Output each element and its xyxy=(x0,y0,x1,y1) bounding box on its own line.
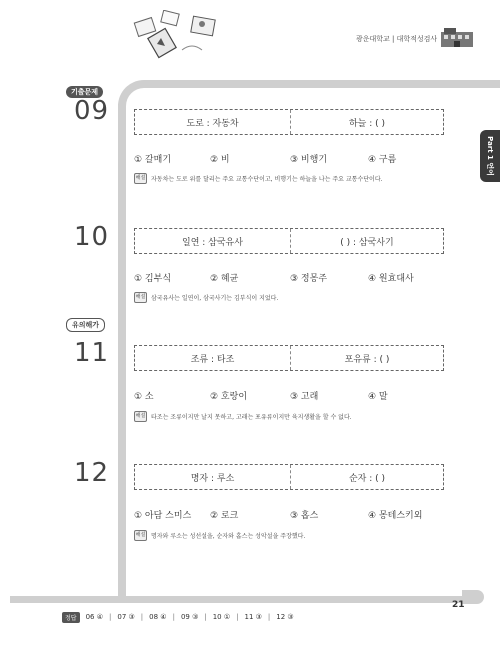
option-2[interactable]: ② 혜균 xyxy=(210,274,239,284)
header-title: 광운대학교 | 대학적성검사 xyxy=(356,35,438,43)
option-1[interactable]: ① 소 xyxy=(134,392,154,402)
analogy-box xyxy=(134,464,444,490)
question-number: 12 xyxy=(74,458,110,488)
analogy-right: ( ) : 삼국사기 xyxy=(290,229,443,253)
answer-key xyxy=(62,611,300,623)
answer-separator: | xyxy=(236,613,239,621)
analogy-right: 순자 : ( ) xyxy=(290,465,443,489)
part-tab[interactable] xyxy=(480,130,500,182)
analogy-left: 명자 : 루소 xyxy=(190,473,235,484)
answer-separator: | xyxy=(267,613,271,621)
explanation-icon: 해설 xyxy=(134,292,147,303)
explanation-icon: 해설 xyxy=(134,173,147,184)
page-frame-cap xyxy=(462,590,484,604)
analogy-left: 조류 : 타조 xyxy=(190,354,235,365)
part-tab-label: Part 1 언어 xyxy=(486,136,494,176)
question-number: 10 xyxy=(74,222,110,252)
answer-item: 10 ① xyxy=(212,613,231,621)
analogy-box xyxy=(134,228,444,254)
option-1[interactable]: ① 아담 스미스 xyxy=(134,511,192,521)
question-number: 11 xyxy=(74,338,110,368)
option-4[interactable]: ④ 원효대사 xyxy=(368,274,414,284)
analogy-right: 하늘 : ( ) xyxy=(290,110,443,134)
option-1[interactable]: ① 갈매기 xyxy=(134,155,172,165)
explanation xyxy=(134,411,464,423)
explanation-text: 명자와 루소는 성선설을, 순자와 홉스는 성악설을 주장했다. xyxy=(151,533,306,540)
answer-separator: | xyxy=(204,613,207,621)
answer-separator: | xyxy=(140,613,144,621)
option-2[interactable]: ② 로크 xyxy=(210,511,239,521)
caution-badge: 유의해가 xyxy=(66,318,105,332)
explanation-icon: 해설 xyxy=(134,411,147,422)
answer-item: 07 ③ xyxy=(117,613,135,621)
option-3[interactable]: ③ 정몽주 xyxy=(290,274,328,284)
answer-separator: | xyxy=(172,613,175,621)
explanation xyxy=(134,173,464,185)
analogy-box xyxy=(134,109,444,135)
option-4[interactable]: ④ 구름 xyxy=(368,155,397,165)
page-number: 21 xyxy=(452,600,465,610)
explanation-text: 삼국유사는 일연이, 삼국사기는 김부식이 지었다. xyxy=(151,295,279,302)
analogy-box xyxy=(134,345,444,371)
option-3[interactable]: ③ 고래 xyxy=(290,392,319,402)
page-frame-bottom xyxy=(10,596,480,603)
explanation xyxy=(134,292,464,304)
page-frame-top xyxy=(118,80,500,110)
building-icon xyxy=(440,26,474,48)
option-3[interactable]: ③ 홉스 xyxy=(290,511,319,521)
header-illustration-icon xyxy=(132,10,222,60)
option-1[interactable]: ① 김부식 xyxy=(134,274,172,284)
answer-item: 12 ③ xyxy=(276,613,294,621)
past-exam-badge: 기출문제 xyxy=(66,86,103,98)
options-row xyxy=(134,389,464,403)
page-frame-left xyxy=(118,104,126,602)
analogy-left: 도로 : 자동차 xyxy=(186,118,239,129)
answer-item: 11 ③ xyxy=(244,613,262,621)
explanation-icon: 해설 xyxy=(134,530,147,541)
answer-separator: | xyxy=(109,613,112,621)
option-2[interactable]: ② 비 xyxy=(210,155,230,165)
option-2[interactable]: ② 호랑이 xyxy=(210,392,248,402)
options-row xyxy=(134,152,464,166)
answer-item: 09 ③ xyxy=(180,613,199,621)
option-3[interactable]: ③ 비행기 xyxy=(290,155,328,165)
option-4[interactable]: ④ 말 xyxy=(368,392,388,402)
answer-label: 정답 xyxy=(62,612,80,623)
answer-item: 08 ④ xyxy=(149,613,167,621)
options-row xyxy=(134,508,464,522)
options-row xyxy=(134,271,464,285)
answer-item: 06 ④ xyxy=(85,613,104,621)
question-number: 09 xyxy=(74,96,110,126)
explanation-text: 자동차는 도로 위를 달리는 주요 교통수단이고, 비행기는 하늘을 나는 주요 교통수단이다. xyxy=(151,176,383,183)
analogy-left: 일연 : 삼국유사 xyxy=(182,237,243,248)
analogy-right: 포유류 : ( ) xyxy=(290,346,443,370)
explanation-text: 타조는 조류이지만 날지 못하고, 고래는 포유류이지만 육지생활을 할 수 없다. xyxy=(151,414,352,421)
explanation xyxy=(134,530,464,542)
option-4[interactable]: ④ 몽테스키외 xyxy=(368,511,423,521)
